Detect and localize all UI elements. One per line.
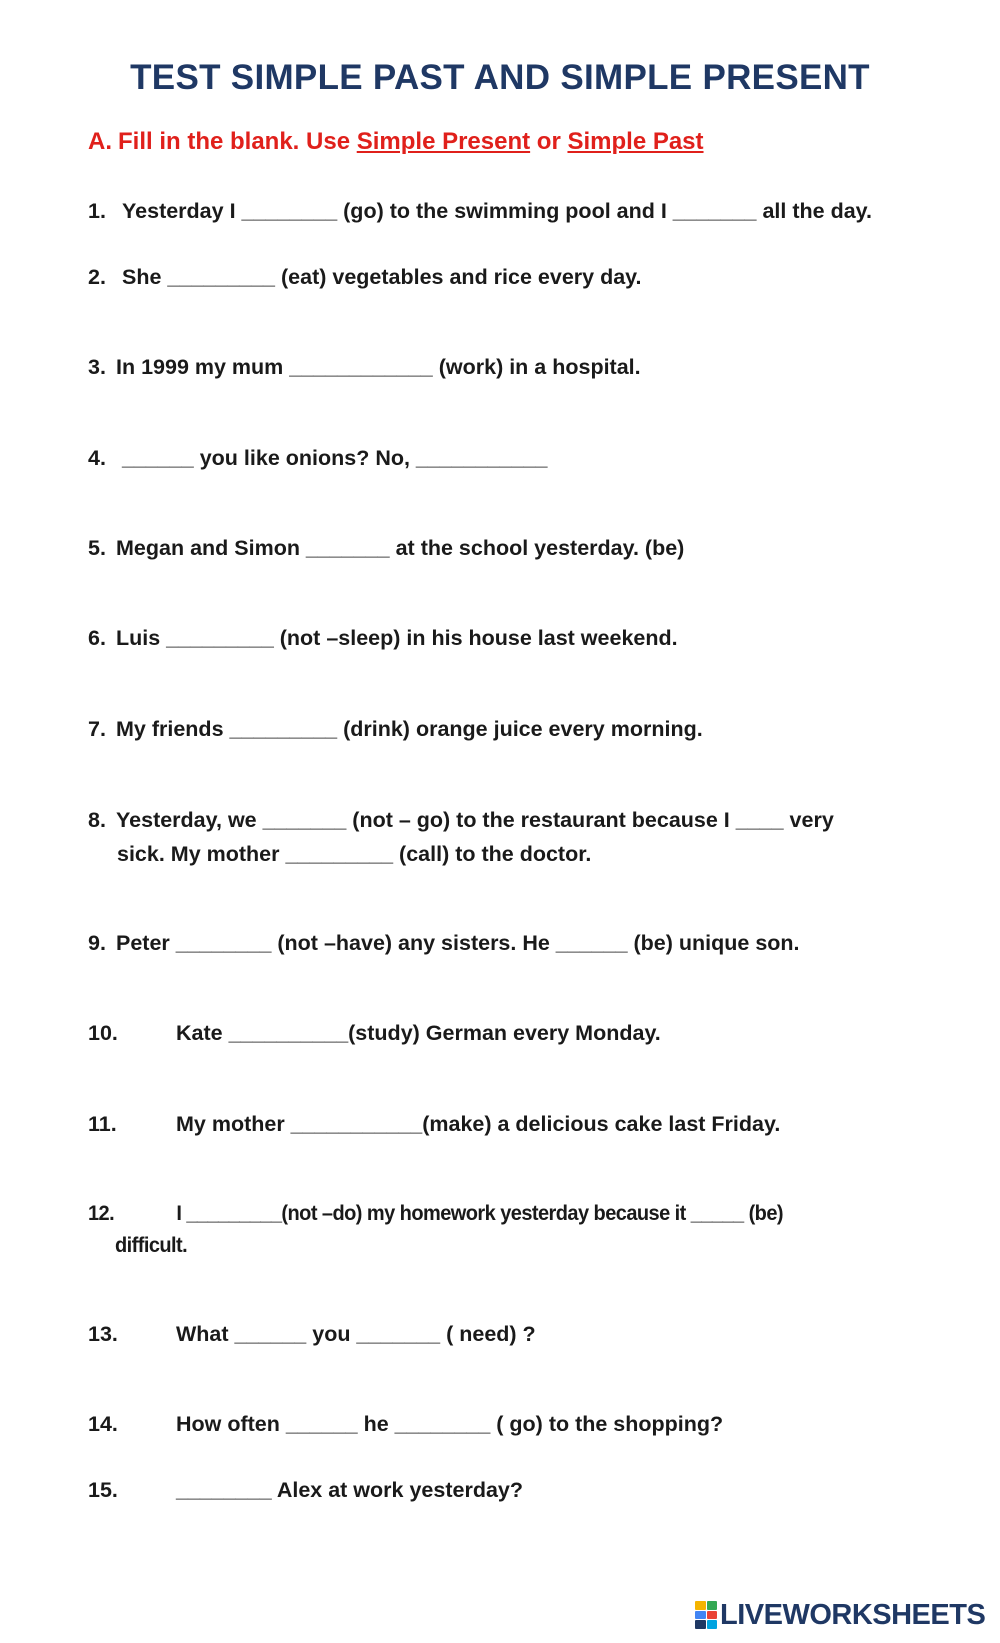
instruction-or: or [530,128,568,155]
question-text: How often ______ he ________ ( go) to the shopping? [176,1412,724,1436]
question-text: Luis _________ (not –sleep) in his house last weekend. [116,626,678,650]
simple-present-label: Simple Present [356,128,531,155]
question-number: 8. [88,808,106,832]
question-number: 5. [88,536,106,560]
question-number: 2. [88,265,106,289]
question-text: ______ you like onions? No, ___________ [122,446,548,470]
question-1 [88,194,968,228]
question-number: 10. [88,1021,118,1045]
question-number: 7. [88,717,106,741]
page-title: TEST SIMPLE PAST AND SIMPLE PRESENT [130,58,870,97]
question-text: My friends _________ (drink) orange juice every morning. [116,717,703,741]
question-11 [88,1107,968,1141]
question-number: 15. [88,1478,118,1502]
question-text: In 1999 my mum ____________ (work) in a hospital. [116,355,641,379]
question-text: Kate __________(study) German every Monday. [176,1021,661,1045]
simple-past-label: Simple Past [567,128,704,155]
question-text: My mother ___________(make) a delicious cake last Friday. [176,1112,781,1136]
question-number: 13. [88,1322,118,1346]
question-9 [88,926,968,960]
question-number: 6. [88,626,106,650]
instruction-line [88,128,704,156]
question-text: Yesterday, we _______ (not – go) to the restaurant because I ____ very [116,808,834,832]
question-12 [88,1196,906,1260]
question-8 [88,803,968,871]
question-number: 12. [88,1201,115,1225]
question-10 [88,1016,968,1050]
question-14 [88,1407,968,1441]
question-5 [88,531,968,565]
question-13 [88,1317,968,1351]
question-number: 11. [88,1112,117,1136]
question-number: 4. [88,446,106,470]
question-continuation: difficult. [114,1233,188,1257]
question-number: 3. [88,355,106,379]
liveworksheets-logo-icon [695,1601,717,1629]
section-letter: A. [88,128,112,155]
question-text: Megan and Simon _______ at the school yesterday. (be) [116,536,685,560]
question-text: She _________ (eat) vegetables and rice every day. [122,265,642,289]
question-7 [88,712,968,746]
question-number: 14. [88,1412,118,1436]
question-text: Peter ________ (not –have) any sisters. He ______ (be) unique son. [116,931,800,955]
question-number: 9. [88,931,106,955]
question-3 [88,350,968,384]
question-continuation: sick. My mother _________ (call) to the doctor. [117,842,592,866]
liveworksheets-logo [695,1598,985,1632]
question-2 [88,260,968,294]
instruction-text: Fill in the blank. Use [118,128,357,155]
question-number: 1. [88,199,106,223]
question-text: ________ Alex at work yesterday? [176,1478,524,1502]
question-4 [88,441,968,475]
liveworksheets-brand: LIVEWORKSHEETS [720,1598,986,1631]
question-6 [88,621,968,655]
question-15 [88,1473,968,1507]
question-text: I _________(not –do) my homework yesterday because it _____ (be) [176,1201,784,1225]
question-text: What ______ you _______ ( need) ? [176,1322,536,1346]
question-text: Yesterday I ________ (go) to the swimming pool and I _______ all the day. [122,199,872,223]
